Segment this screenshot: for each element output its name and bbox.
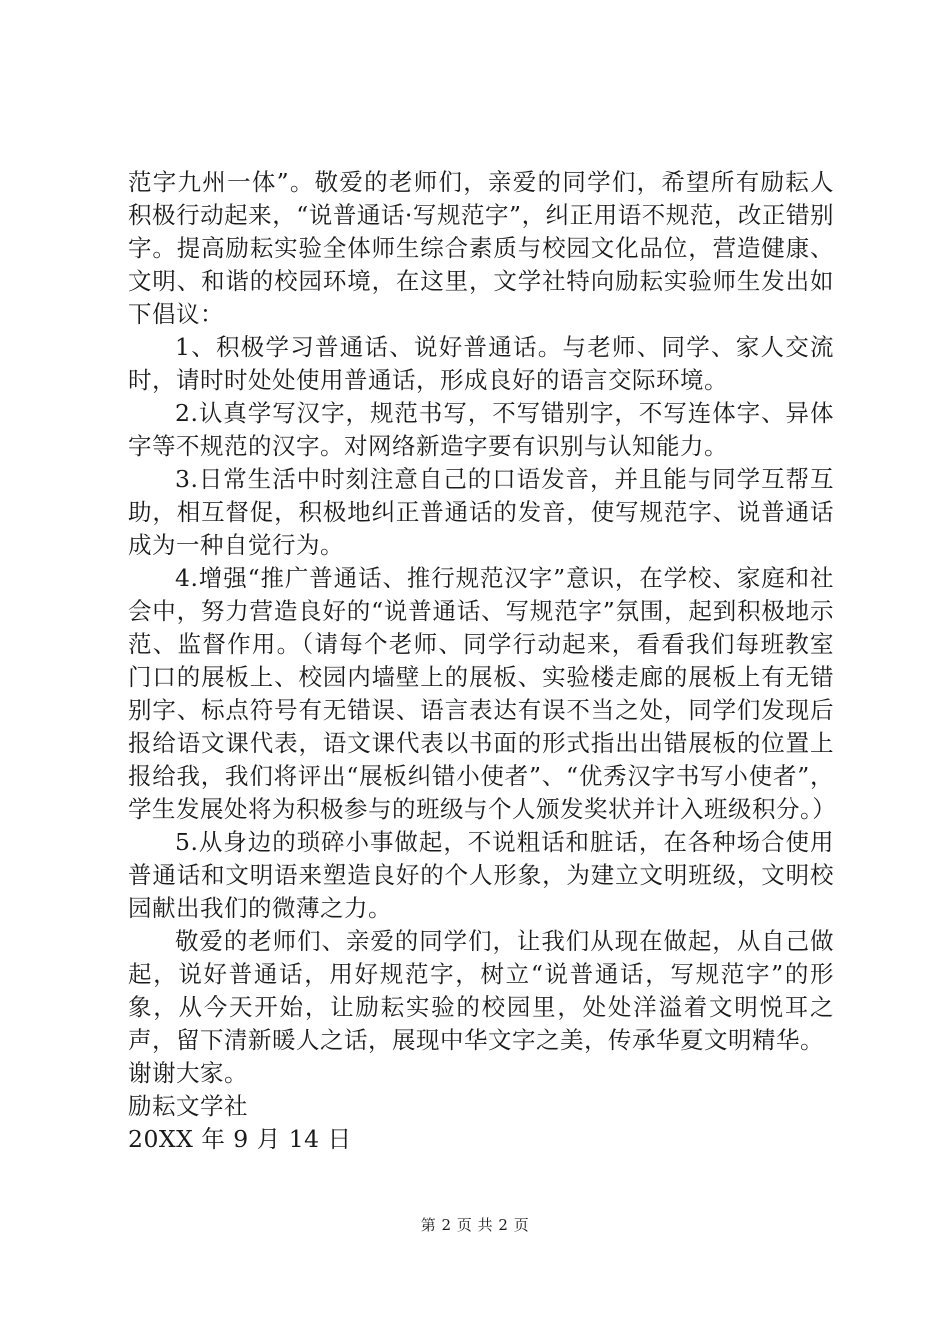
paragraph-item-3: 3.日常生活中时刻注意自己的口语发音，并且能与同学互帮互助，相互督促，积极地纠正普通话的发音，使写规范字、说普通话成为一种自觉行为。	[128, 465, 834, 559]
page-footer: 第 2 页 共 2 页	[420, 1216, 530, 1234]
closing-text: 谢谢大家。	[128, 1059, 248, 1087]
paragraph-conclusion: 敬爱的老师们、亲爱的同学们，让我们从现在做起，从自己做起，说好普通话，用好规范字，树立“说普通话，写规范字”的形象，从今天开始，让励耘实验的校园里，处处洋溢着文明悦耳之声，留下清新暖人之话，展现中华文字之美，传承华夏文明精华。	[128, 927, 834, 1054]
document-body	[128, 166, 837, 1156]
paragraph-item-2: 2.认真学写汉字，规范书写，不写错别字，不写连体字、异体字等不规范的汉字。对网络新造字要有识别与认知能力。	[128, 399, 834, 460]
paragraph-item-5: 5.从身边的琐碎小事做起，不说粗话和脏话，在各种场合使用普通话和文明语来塑造良好的个人形象，为建立文明班级，文明校园献出我们的微薄之力。	[128, 828, 834, 922]
paragraph-item-1: 1、积极学习普通话、说好普通话。与老师、同学、家人交流时，请时时处处使用普通话，形成良好的语言交际环境。	[128, 333, 834, 394]
paragraph-item-4: 4.增强“推广普通话、推行规范汉字”意识，在学校、家庭和社会中，努力营造良好的“说普通话、写规范字”氛围，起到积极地示范、监督作用。（请每个老师、同学行动起来，看看我们每班教室门口的展板上、校园内墙壁上的展板、实验楼走廊的展板上有无错别字、标点符号有无错误、语言表达有误不当之处，同学们发现后报给语文课代表，语文课代表以书面的形式指出出错展板的位置上报给我，我们将评出“展板纠错小使者”、“优秀汉字书写小使者”，学生发展处将为积极参与的班级与个人颁发奖状并计入班级积分。）	[128, 564, 837, 823]
signature: 励耘文学社	[128, 1092, 248, 1120]
document-date: 20XX 年 9 月 14 日	[128, 1125, 352, 1153]
paragraph-intro: 范字九州一体”。敬爱的老师们，亲爱的同学们，希望所有励耘人积极行动起来，“说普通话·写规范字”，纠正用语不规范，改正错别字。提高励耘实验全体师生综合素质与校园文化品位，营造健康、文明、和谐的校园环境，在这里，文学社特向励耘实验师生发出如下倡议：	[128, 168, 834, 328]
